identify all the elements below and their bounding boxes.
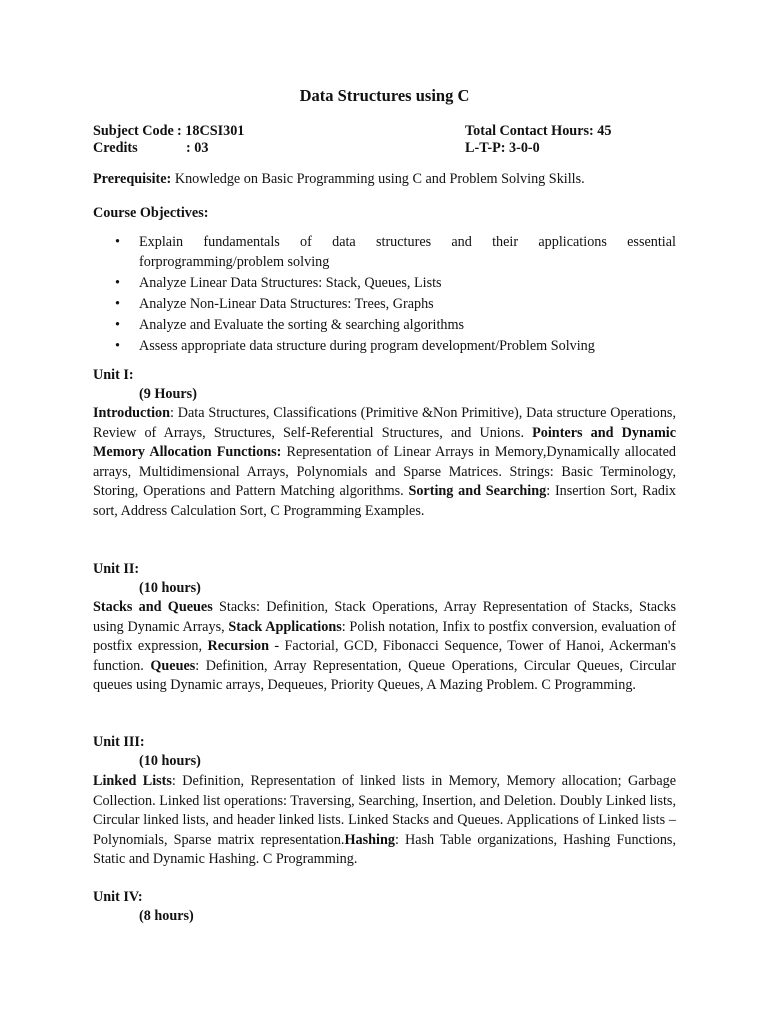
- contact-hours: Total Contact Hours: 45: [465, 123, 612, 139]
- credits-label: Credits: [93, 140, 138, 156]
- body-text: : Hash Table organizations, Hashing Functions, Static and Dynamic Hashing. C Programming.: [93, 831, 676, 867]
- credits-value: : 03: [186, 140, 209, 156]
- unit-1-body: [93, 404, 676, 521]
- unit-4-hours: (8 hours): [139, 908, 194, 924]
- bullet-icon: •: [115, 295, 120, 312]
- unit-1-paragraph: [93, 404, 676, 521]
- meta-row-1: [93, 123, 676, 140]
- body-text: : Definition, Representation of linked lists in Memory, Memory allocation; Garbage Collection. Linked list operations: Traversing, Searching, Insertion, and Deletion. Doubly Linked lists, Circular linked lists, and header linked lists. Linked Stacks and Queues. Applications of Linked lists – Polynomials, Sparse matrix representation.: [93, 773, 677, 848]
- prerequisite-label: Prerequisite:: [93, 171, 172, 187]
- bold-term: Introduction: [93, 405, 170, 421]
- bold-term: Recursion: [207, 638, 269, 654]
- meta-row-2: [93, 140, 676, 157]
- bullet-icon: •: [115, 316, 120, 333]
- body-text: Stacks: Definition, Stack Operations, Array Representation of Stacks, Stacks using Dynamic Arrays,: [93, 599, 676, 635]
- body-text: Representation of Linear Arrays in Memory,Dynamically allocated arrays, Multidimensional Arrays, Polynomials and Sparse Matrices. Strings: Basic Terminology, Storing, Operations and Pattern Matching algorithms.: [93, 444, 676, 499]
- unit-4-heading: Unit IV:: [93, 889, 143, 905]
- bold-term: Queues: [150, 657, 196, 674]
- unit-3-paragraph: [93, 772, 676, 870]
- unit-1-heading: Unit I:: [93, 367, 134, 383]
- body-text: : Definition, Array Representation, Queue Operations, Circular Queues, Circular queues using Dynamic arrays, Dequeues, Priority Queues, A Mazing Problem. C Programming.: [93, 657, 677, 693]
- list-item: • Assess appropriate data structure during program development/Problem Solving: [93, 337, 676, 357]
- unit-2-body: [93, 598, 676, 696]
- bullet-icon: •: [115, 274, 120, 291]
- bold-term: Sorting and Searching: [408, 483, 547, 499]
- bold-term: Stack Applications: [228, 618, 342, 635]
- body-text: - Factorial, GCD, Fibonacci Sequence, Tower of Hanoi, Ackerman's function.: [93, 638, 676, 674]
- list-item: • Explain fundamentals of data structures and their applications essential forprogramming/problem solving: [115, 234, 676, 270]
- unit-2-hours: (10 hours): [139, 580, 201, 596]
- unit-2-paragraph: [93, 598, 676, 696]
- subject-code-label: Subject Code: [93, 123, 174, 139]
- body-text: : Data Structures, Classifications (Primitive &Non Primitive), Data structure Operations, Review of Arrays, Structures, Self-Referential Structures, and Unions.: [93, 405, 676, 441]
- list-item: • Analyze and Evaluate the sorting & searching algorithms: [93, 316, 676, 336]
- list-item: • Analyze Linear Data Structures: Stack, Queues, Lists: [93, 274, 676, 294]
- bold-term: Stacks and Queues: [93, 599, 213, 615]
- bullet-icon: •: [115, 337, 120, 354]
- bullet-icon: •: [115, 234, 120, 250]
- bold-term: Pointers and Dynamic Memory Allocation Functions:: [93, 424, 676, 460]
- body-text: : Polish notation, Infix to postfix conversion, evaluation of postfix expression,: [93, 618, 676, 654]
- list-item: • Analyze Non-Linear Data Structures: Trees, Graphs: [93, 295, 676, 315]
- prerequisite-text: Knowledge on Basic Programming using C and Problem Solving Skills.: [171, 171, 585, 187]
- bold-term: Hashing: [344, 831, 395, 848]
- prerequisite: [93, 170, 676, 190]
- subject-code-value: : 18CSI301: [177, 123, 245, 139]
- unit-2-heading: Unit II:: [93, 561, 140, 577]
- body-text: : Insertion Sort, Radix sort, Address Calculation Sort, C Programming Examples.: [93, 483, 676, 519]
- objectives-list: [93, 233, 676, 358]
- page-title: Data Structures using C: [299, 86, 470, 105]
- objectives-heading: Course Objectives:: [93, 205, 209, 221]
- unit-3-hours: (10 hours): [139, 753, 201, 769]
- ltp-value: L-T-P: 3-0-0: [465, 140, 540, 156]
- unit-3-heading: Unit III:: [93, 734, 145, 750]
- unit-3-body: [93, 772, 676, 870]
- unit-1-hours: (9 Hours): [139, 386, 197, 402]
- bold-term: Linked Lists: [93, 773, 172, 789]
